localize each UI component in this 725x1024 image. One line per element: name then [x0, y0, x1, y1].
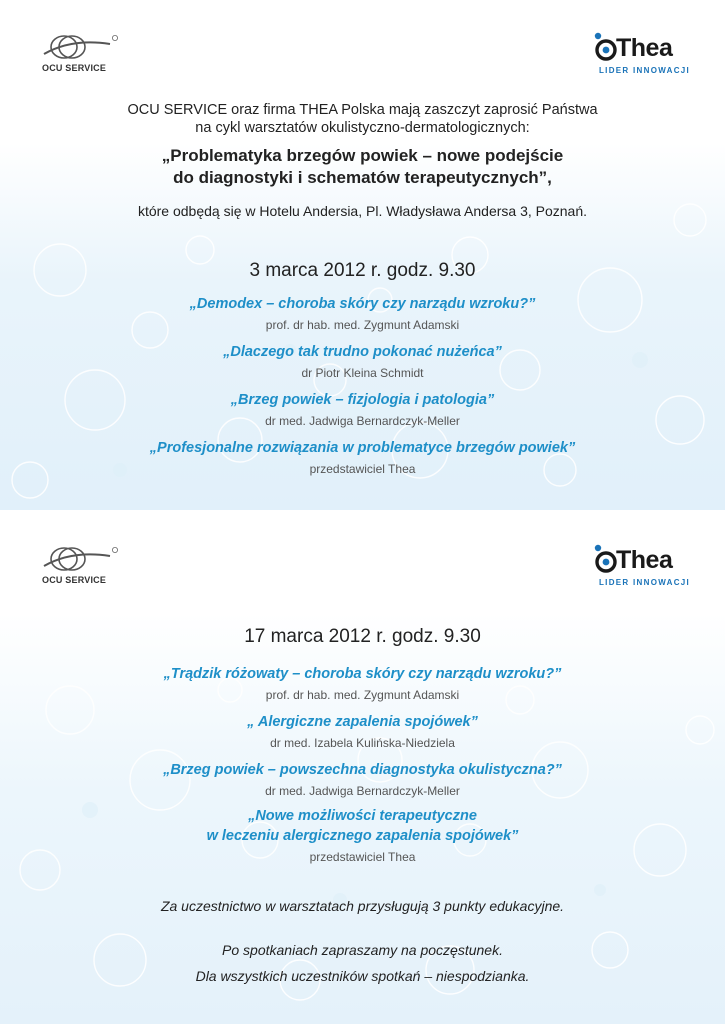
talk-title-line-1: „Nowe możliwości terapeutyczne	[248, 808, 477, 824]
education-points-note: Za uczestnictwo w warsztatach przysługują 3 punkty edukacyjne.	[160, 898, 565, 914]
talk-speaker: przedstawiciel Thea	[309, 462, 416, 476]
session-1-date: 3 marca 2012 r. godz. 9.30	[249, 260, 476, 281]
talk-title: „Trądzik różowaty – choroba skóry czy narządu wzroku?”	[163, 666, 562, 682]
ocu-logo-text: OCU SERVICE	[42, 575, 107, 585]
ocu-service-logo	[42, 32, 122, 76]
talk-speaker: prof. dr hab. med. Zygmunt Adamski	[265, 318, 460, 332]
intro-line-2: na cykl warsztatów okulistyczno-dermatologicznych:	[195, 120, 530, 136]
talk-title: „Brzeg powiek – powszechna diagnostyka okulistyczna?”	[163, 762, 562, 778]
invitation-section-1	[0, 0, 725, 510]
talk-title: „ Alergiczne zapalenia spojówek”	[247, 714, 478, 730]
refreshments-note: Po spotkaniach zapraszamy na poczęstunek.	[222, 942, 503, 958]
talk-speaker: prof. dr hab. med. Zygmunt Adamski	[265, 688, 460, 702]
thea-eye-icon	[594, 544, 618, 578]
workshop-title-line-1: „Problematyka brzegów powiek – nowe podejście	[161, 146, 564, 165]
session-2-date: 17 marca 2012 r. godz. 9.30	[244, 626, 481, 647]
talk-title: „Dlaczego tak trudno pokonać nużeńca”	[223, 344, 502, 360]
ocu-eye-icon	[42, 544, 122, 574]
thea-tagline: LIDER INNOWACJI	[599, 578, 691, 587]
talk-title: „Brzeg powiek – fizjologia i patologia”	[230, 392, 495, 408]
intro-line-1: OCU SERVICE oraz firma THEA Polska mają zaszczyt zaprosić Państwa	[127, 102, 598, 118]
talk-title-line-2: w leczeniu alergicznego zapalenia spojówek”	[206, 828, 519, 844]
workshop-title-line-2: do diagnostyki i schematów terapeutycznych”,	[173, 168, 552, 187]
talk-speaker: dr med. Jadwiga Bernardczyk-Meller	[265, 414, 460, 428]
ocu-eye-icon	[42, 32, 122, 62]
ocu-service-logo	[42, 544, 122, 588]
talk-title: „Demodex – choroba skóry czy narządu wzroku?”	[189, 296, 536, 312]
venue-line: które odbędą się w Hotelu Andersia, Pl. Władysława Andersa 3, Poznań.	[137, 203, 588, 219]
thea-eye-icon	[594, 32, 618, 66]
thea-logo	[594, 544, 698, 590]
invitation-section-2	[0, 510, 725, 1024]
thea-logo-text: Thea	[616, 34, 673, 62]
thea-tagline: LIDER INNOWACJI	[599, 66, 691, 75]
talk-speaker: dr med. Jadwiga Bernardczyk-Meller	[265, 784, 460, 798]
thea-logo	[594, 32, 698, 78]
talk-speaker: dr med. Izabela Kulińska-Niedziela	[270, 736, 455, 750]
thea-logo-text: Thea	[616, 546, 673, 574]
ocu-logo-text: OCU SERVICE	[42, 63, 107, 73]
talk-title: „Profesjonalne rozwiązania w problematyce brzegów powiek”	[149, 440, 576, 456]
surprise-note: Dla wszystkich uczestników spotkań – niespodzianka.	[195, 968, 530, 984]
talk-speaker: dr Piotr Kleina Schmidt	[301, 366, 424, 380]
talk-speaker: przedstawiciel Thea	[309, 850, 416, 864]
